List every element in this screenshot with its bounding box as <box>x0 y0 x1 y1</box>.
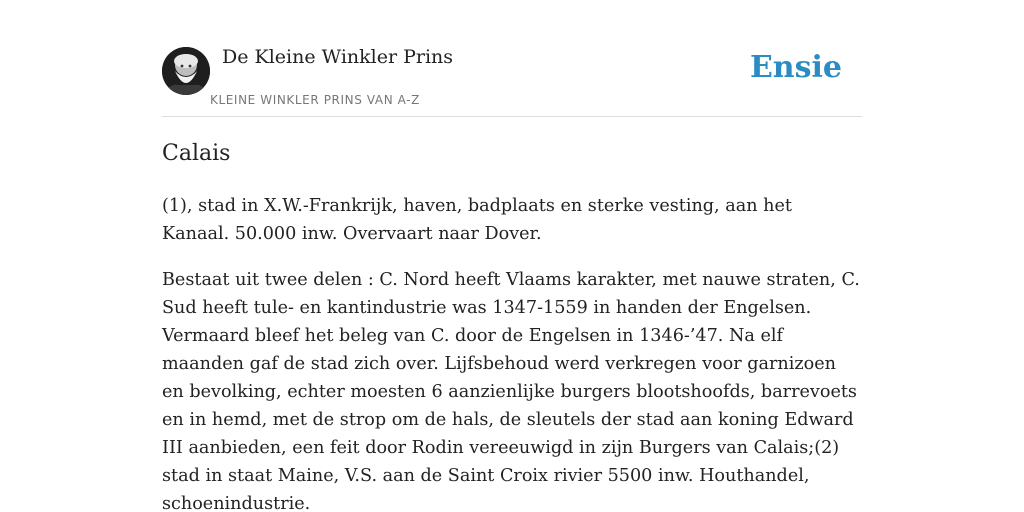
source-subtitle: KLEINE WINKLER PRINS VAN A-Z <box>210 93 420 107</box>
article-title: Calais <box>162 141 231 166</box>
source-title-link[interactable]: De Kleine Winkler Prins <box>222 46 454 68</box>
portrait-icon <box>162 47 210 95</box>
page <box>162 0 862 512</box>
article-paragraph-1: (1), stad in X.W.-Frankrijk, haven, badplaats en sterke vesting, aan het Kanaal. 50.000 inw. Overvaart naar Dover. <box>162 196 792 244</box>
source-header <box>162 0 862 117</box>
ensie-logo-link[interactable]: Ensie <box>749 50 842 85</box>
author-avatar[interactable] <box>162 47 210 95</box>
article-paragraph-2: Bestaat uit twee delen : C. Nord heeft Vlaams karakter, met nauwe straten, C. Sud heeft tule- en kantindustrie was 1347-1559 in handen der Engelsen. Vermaard bleef het beleg van C. door de Engelsen in 1346-’47. Na elf maanden gaf de stad zich over. Lijfsbehoud werd verkregen voor garnizoen en bevolking, echter moesten 6 aanzienlijke burgers blootshoofds, barrevoets en in hemd, met de strop om de hals, de sleutels der stad aan koning Edward III aanbieden, een feit door Rodin vereeuwigd in zijn Burgers van Calais;(2) stad in staat Maine, V.S. aan de Saint Croix rivier 5500 inw. Houthandel, schoenindustrie. <box>162 270 860 512</box>
